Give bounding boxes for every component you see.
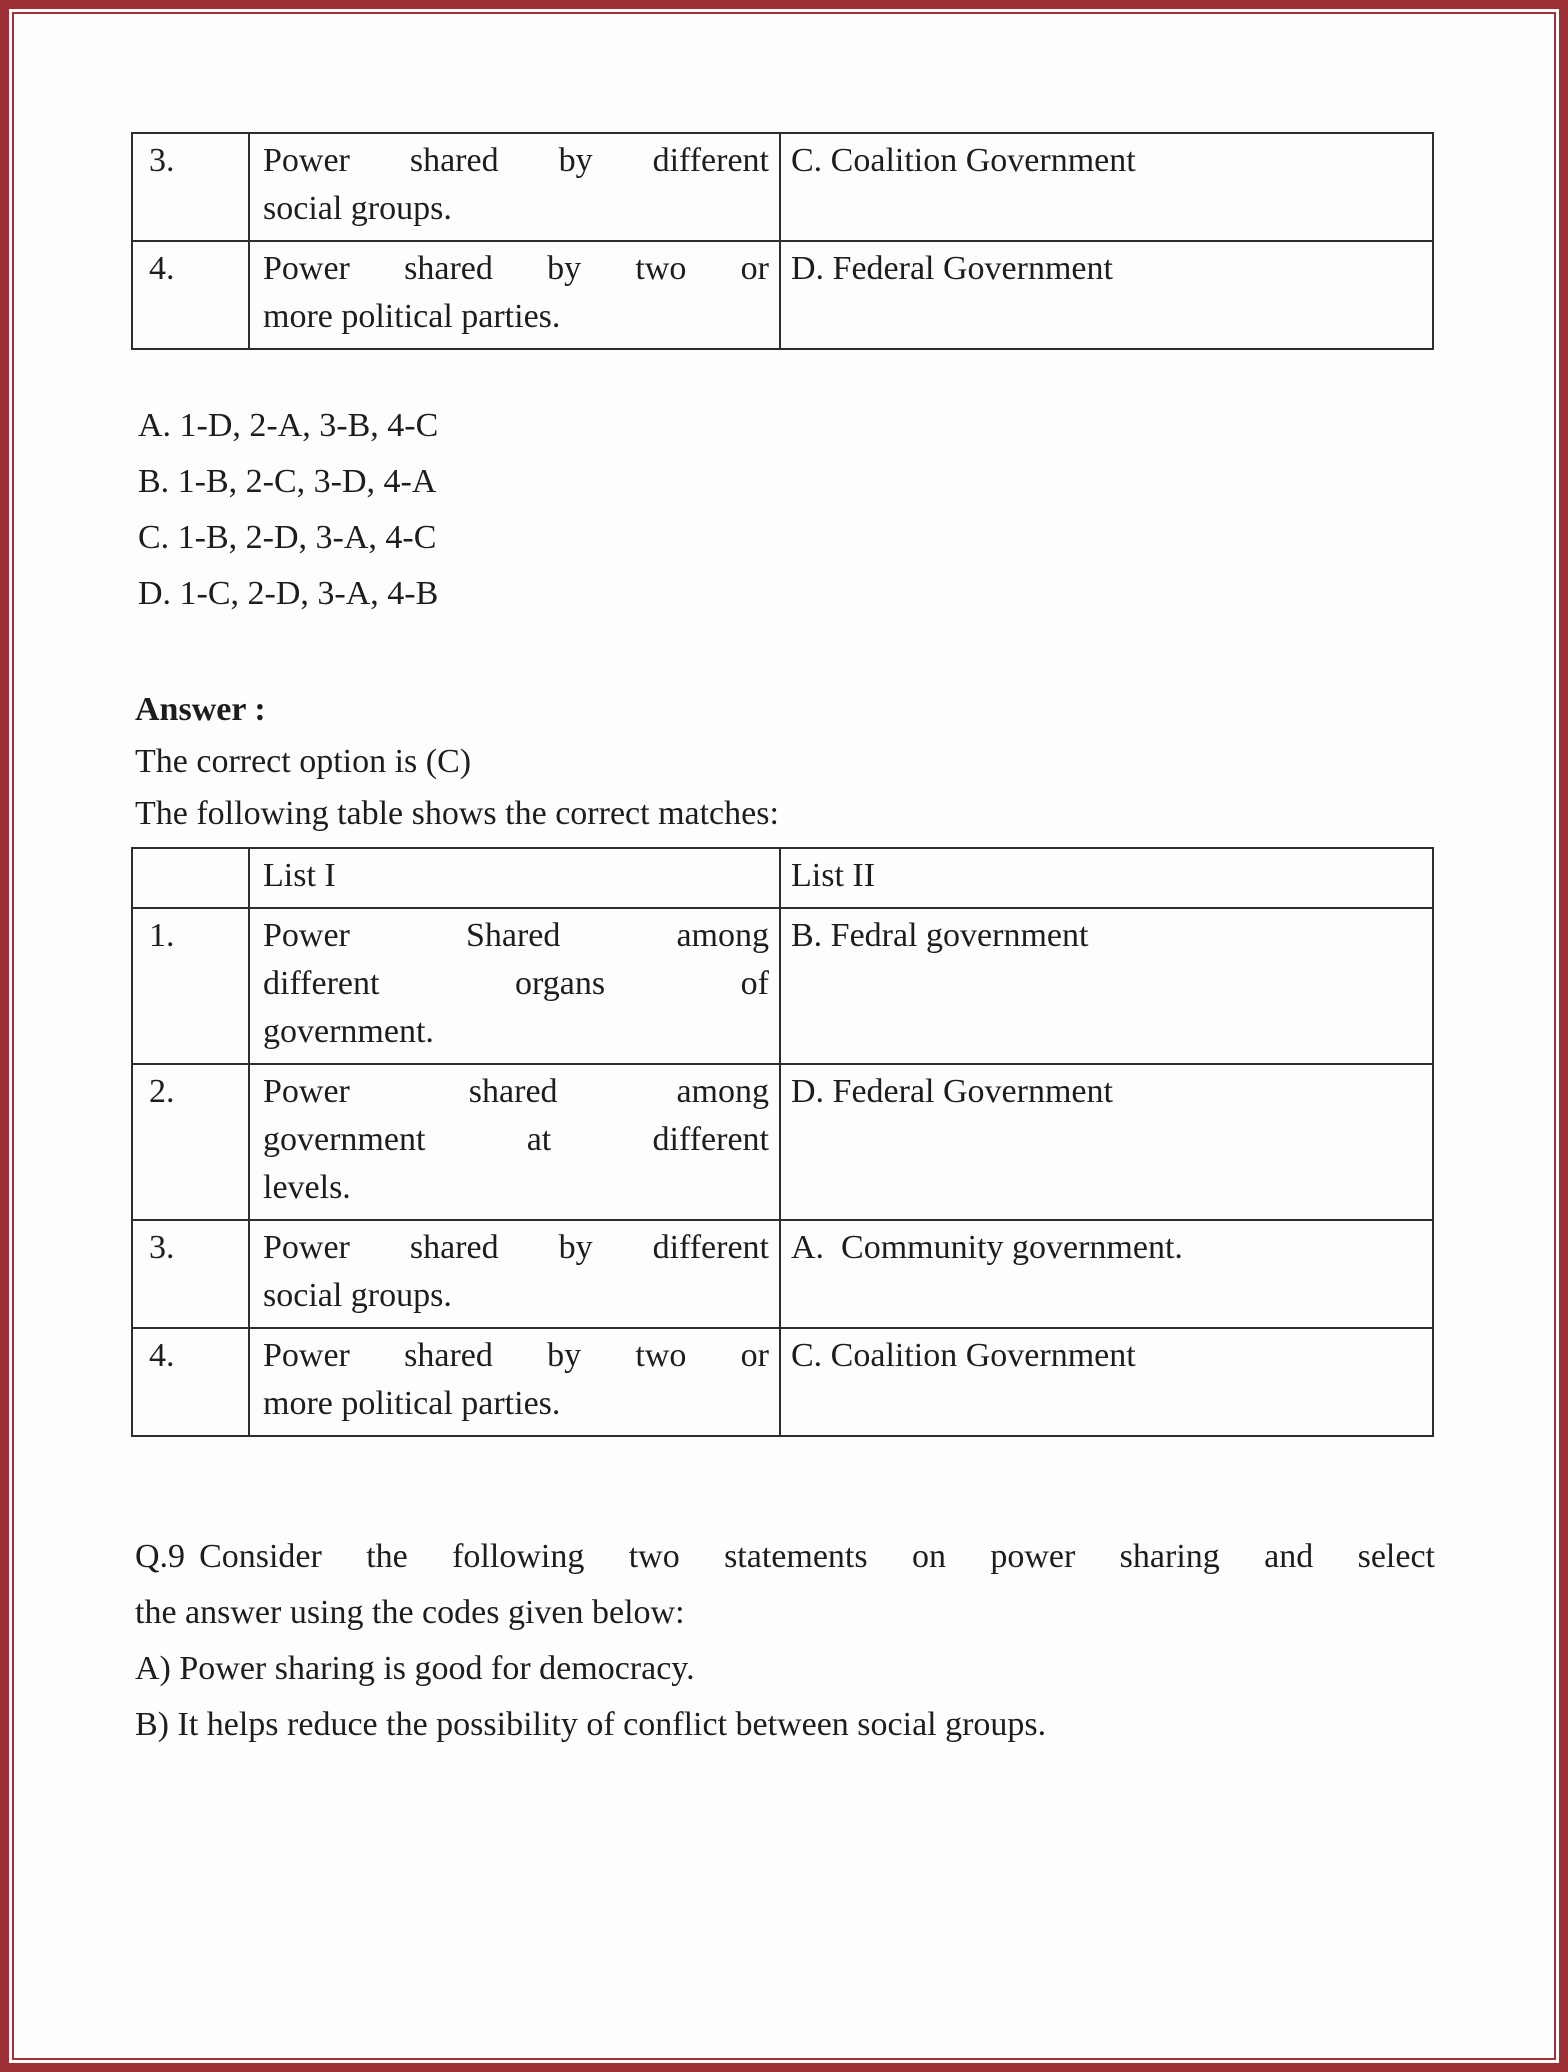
- list1-cell-line: government at different: [263, 1121, 769, 1158]
- answer-heading: Answer :: [135, 691, 266, 728]
- list1-cell-line: levels.: [263, 1169, 351, 1206]
- answer-block: [135, 684, 1544, 840]
- table-row: [132, 1220, 1433, 1328]
- question9-label: Q.9: [135, 1538, 186, 1575]
- question9-line2: the answer using the codes given below:: [135, 1594, 685, 1631]
- header-list2: List II: [780, 848, 1433, 908]
- list1-cell: [249, 1064, 780, 1220]
- list2-cell: D. Federal Government: [780, 1064, 1433, 1220]
- top-table-body: [132, 133, 1433, 349]
- row-number-cell: 3.: [132, 133, 249, 241]
- table-row: [132, 133, 1433, 241]
- list1-cell-line: Power Shared among: [263, 917, 769, 954]
- list1-cell: [249, 133, 780, 241]
- list1-cell: [249, 908, 780, 1064]
- table-row: [132, 1064, 1433, 1220]
- answer-matching-table: [131, 847, 1434, 1437]
- table-row: [132, 1328, 1433, 1436]
- list1-cell: [249, 241, 780, 349]
- list1-cell-line: more political parties.: [263, 298, 561, 335]
- matching-table-continuation: [131, 132, 1434, 350]
- table-row: [132, 908, 1433, 1064]
- answer-table-intro: The following table shows the correct matches:: [135, 795, 779, 832]
- answer-correct-option: The correct option is (C): [135, 743, 472, 780]
- list1-cell-line: social groups.: [263, 190, 452, 227]
- page-frame-gap: [9, 9, 1559, 2063]
- row-number-cell: 4.: [132, 1328, 249, 1436]
- row-number-cell: 2.: [132, 1064, 249, 1220]
- question9-block: [135, 1529, 1435, 1753]
- list1-cell-line: more political parties.: [263, 1385, 561, 1422]
- list1-cell-line: Power shared among: [263, 1073, 769, 1110]
- option-item: D. 1-C, 2-D, 3-A, 4-B: [138, 575, 439, 612]
- table-row: [132, 241, 1433, 349]
- list2-cell: A. Community government.: [780, 1220, 1433, 1328]
- list2-cell: C. Coalition Government: [780, 133, 1433, 241]
- list2-cell: C. Coalition Government: [780, 1328, 1433, 1436]
- list2-cell: B. Fedral government: [780, 908, 1433, 1064]
- list2-cell: D. Federal Government: [780, 241, 1433, 349]
- row-number-cell: 4.: [132, 241, 249, 349]
- list1-cell-line: Power shared by different: [263, 142, 769, 179]
- option-item: B. 1-B, 2-C, 3-D, 4-A: [138, 463, 437, 500]
- row-number-cell: 3.: [132, 1220, 249, 1328]
- header-list1: List I: [249, 848, 780, 908]
- option-item: A. 1-D, 2-A, 3-B, 4-C: [138, 407, 439, 444]
- answer-table-header-row: [132, 848, 1433, 908]
- list1-cell: [249, 1220, 780, 1328]
- options-list: [138, 398, 1544, 622]
- page-content: [12, 12, 1556, 2060]
- question9-line1-text: Consider the following two statements on power sharing and select: [199, 1538, 1435, 1575]
- list1-cell: [249, 1328, 780, 1436]
- question9-statement-b: B) It helps reduce the possibility of conflict between social groups.: [135, 1706, 1047, 1743]
- row-number-cell: 1.: [132, 908, 249, 1064]
- question9-statement-a: A) Power sharing is good for democracy.: [135, 1650, 695, 1687]
- list1-cell-line: Power shared by two or: [263, 1337, 769, 1374]
- list1-cell-line: Power shared by different: [263, 1229, 769, 1266]
- header-blank-cell: [132, 848, 249, 908]
- list1-cell-line: different organs of: [263, 965, 769, 1002]
- option-item: C. 1-B, 2-D, 3-A, 4-C: [138, 519, 437, 556]
- question9-line1: [135, 1529, 1435, 1585]
- list1-cell-line: social groups.: [263, 1277, 452, 1314]
- list1-cell-line: government.: [263, 1013, 434, 1050]
- list1-cell-line: Power shared by two or: [263, 250, 769, 287]
- answer-table-body: [132, 908, 1433, 1436]
